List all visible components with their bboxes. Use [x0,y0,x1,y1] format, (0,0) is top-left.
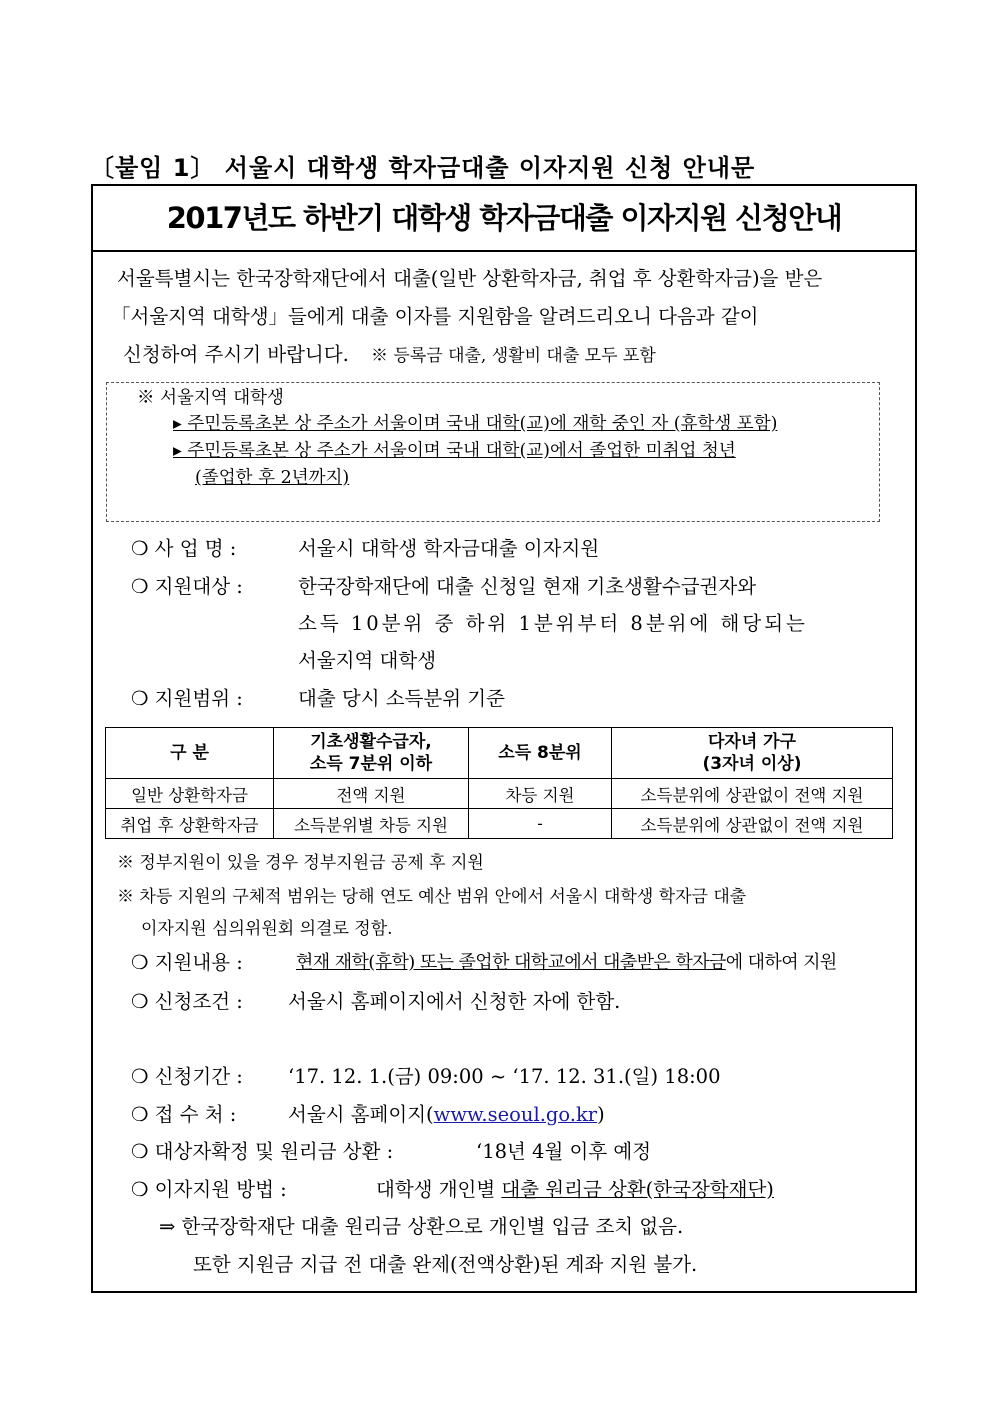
result-line-2: 또한 지원금 지급 전 대출 완제(전액상환)된 계좌 지원 불가. [193,1253,698,1276]
intro-line-3 [123,342,656,369]
notice-title: 2017년도 하반기 대학생 학자금대출 이자지원 신청안내 [93,186,915,252]
table-header-row [106,728,893,779]
table-cell: 소득분위별 차등 지원 [274,809,469,839]
table-header-cell: 기초생활수급자, 소득 7분위 이하 [274,728,469,779]
reception-value: 서울시 홈페이지( [288,1103,434,1126]
business-name-value: 서울시 대학생 학자금대출 이자지원 [298,537,600,560]
table-cell: - [469,809,612,839]
table-cell: 소득분위에 상관없이 전액 지원 [612,779,893,809]
intro-line-1: 서울특별시는 한국장학재단에서 대출(일반 상환학자금, 취업 후 상환학자금)을 받은 [117,267,823,290]
remark-government-support: ※ 정부지원이 있을 경우 정부지원금 공제 후 지원 [117,853,484,873]
confirmation-label: ❍ 대상자확정 및 원리금 상환 : [131,1140,394,1163]
support-scope-table [105,727,893,839]
reception [288,1102,605,1128]
table-header-cell: 소득 8분위 [469,728,612,779]
eligibility-label: ❍ 지원대상 : [131,575,243,598]
table-cell: 취업 후 상환학자금 [106,809,274,839]
intro-line-2: 「서울지역 대학생」들에게 대출 이자를 지원함을 알려드리오니 다음과 같이 [111,305,759,328]
attachment-heading: 〔붙임 1〕 서울시 대학생 학자금대출 이자지원 신청 안내문 [90,154,756,182]
table-header-cell: 다자녀 가구 (3자녀 이상) [612,728,893,779]
remark-differential-line-2: 이자지원 심의위원회 의결로 정함. [141,919,393,939]
seoul-website-link[interactable]: www.seoul.go.kr [433,1103,598,1126]
table-cell: 전액 지원 [274,779,469,809]
method-label: ❍ 이자지원 방법 : [131,1178,287,1201]
note-item-enrolled: ▸ 주민등록초본 상 주소가 서울이며 국내 대학(교)에 재학 중인 자 (휴학생 포함) [173,414,778,434]
reception-close: ) [597,1103,605,1126]
period-label: ❍ 신청기간 : [131,1065,243,1088]
remark-differential-line-1: ※ 차등 지원의 구체적 범위는 당해 연도 예산 범위 안에서 서울시 대학생 학자금 대출 [117,887,747,907]
table-cell: 차등 지원 [469,779,612,809]
conditions-value: 서울시 홈페이지에서 신청한 자에 한함. [288,990,621,1013]
business-name-label: ❍ 사 업 명 : [131,537,237,560]
intro-note: ※ 등록금 대출, 생활비 대출 모두 포함 [371,346,656,366]
support-content-suffix: 에 대하여 지원 [725,952,837,973]
scope-value: 대출 당시 소득분위 기준 [298,687,505,710]
scope-label: ❍ 지원범위 : [131,687,243,710]
notice-box [91,184,917,1293]
period-value: ‘17. 12. 1.(금) 09:00 ~ ‘17. 12. 31.(일) 18:00 [288,1065,721,1088]
support-content [296,950,837,976]
method-value: 대학생 개인별 [376,1178,502,1201]
table-cell: 소득분위에 상관없이 전액 지원 [612,809,893,839]
note-heading: ※ 서울지역 대학생 [137,388,284,408]
method [376,1177,774,1203]
support-content-label: ❍ 지원내용 : [131,951,243,974]
confirmation-value: ‘18년 4월 이후 예정 [476,1140,652,1163]
intro-line-3-text: 신청하여 주시기 바랍니다. [123,343,349,366]
result-line-1: ⇒ 한국장학재단 대출 원리금 상환으로 개인별 입금 조치 없음. [159,1215,684,1238]
eligibility-line-2: 소득 10분위 중 하위 1분위부터 8분위에 해당되는 [298,612,808,635]
note-item-graduate: ▸ 주민등록초본 상 주소가 서울이며 국내 대학(교)에서 졸업한 미취업 청년 [173,441,736,461]
method-underlined: 대출 원리금 상환(한국장학재단) [501,1178,774,1201]
eligibility-line-3: 서울지역 대학생 [298,649,437,672]
reception-label: ❍ 접 수 처 : [131,1103,237,1126]
eligibility-note-box [106,382,880,522]
table-header-cell: 구 분 [106,728,274,779]
conditions-label: ❍ 신청조건 : [131,990,243,1013]
table-row [106,809,893,839]
eligibility-line-1: 한국장학재단에 대출 신청일 현재 기초생활수급권자와 [298,575,757,598]
table-cell: 일반 상환학자금 [106,779,274,809]
table-row [106,779,893,809]
note-item-graduate-limit: (졸업한 후 2년까지) [195,468,350,488]
support-content-value: 현재 재학(휴학) 또는 졸업한 대학교에서 대출받은 학자금 [296,952,726,973]
